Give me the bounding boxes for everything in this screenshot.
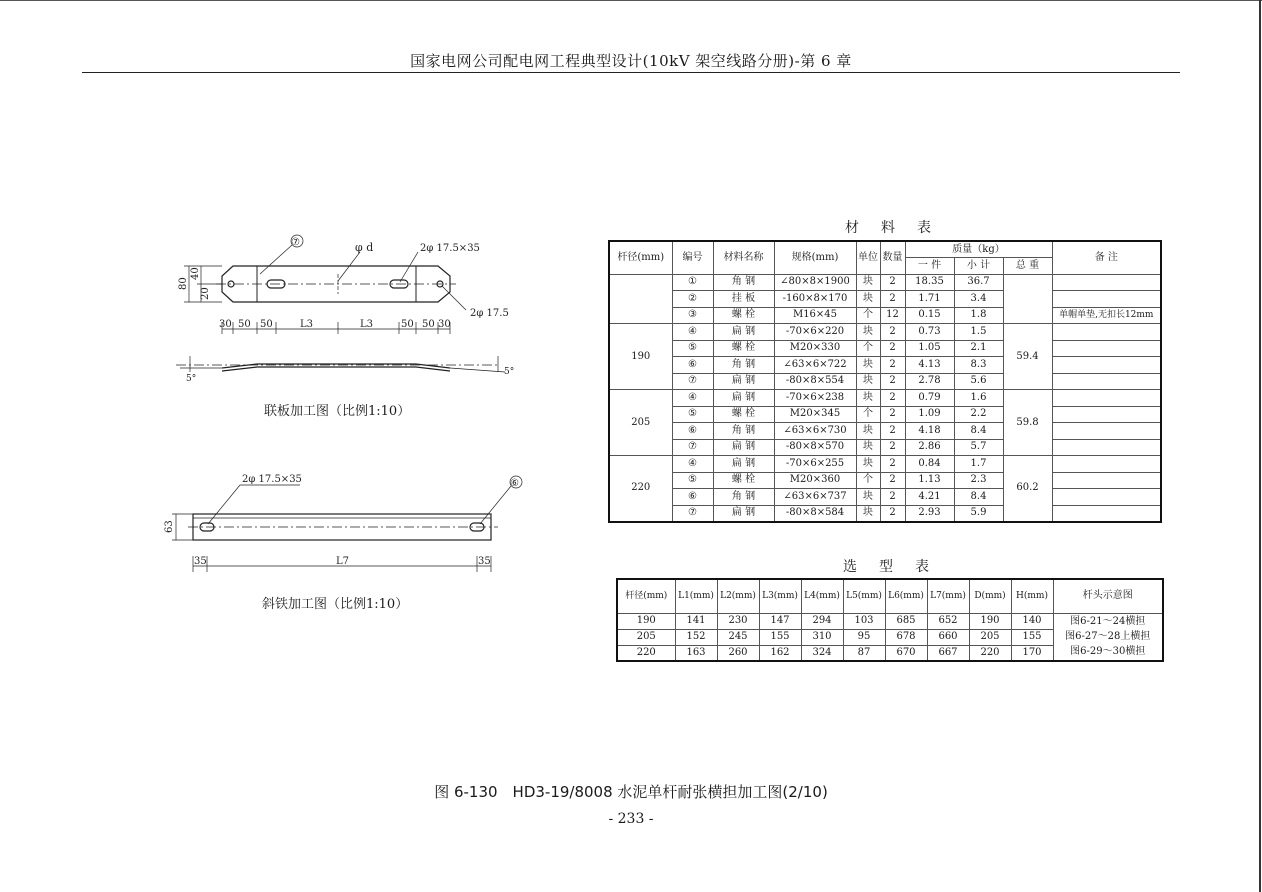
mat-cell-subtotal: 8.3 xyxy=(954,357,1003,374)
materials-row xyxy=(609,423,1161,440)
mat-header-remark: 备 注 xyxy=(1052,241,1161,274)
mat-cell-subtotal: 5.9 xyxy=(954,505,1003,522)
sel-cell: 170 xyxy=(1011,645,1053,661)
sel-cell: 190 xyxy=(969,613,1011,629)
mat-cell-each: 4.21 xyxy=(905,489,954,506)
sel-header-cell: D(mm) xyxy=(969,579,1011,613)
sel-cell: 147 xyxy=(759,613,801,629)
mat-cell-each: 0.73 xyxy=(905,324,954,341)
sel-cell: 152 xyxy=(675,629,717,645)
mat-cell-remark-blank xyxy=(1052,423,1161,440)
lianban-chain-dim-line xyxy=(222,322,450,334)
sel-cell: 652 xyxy=(927,613,969,629)
mat-cell-name: 扁 钢 xyxy=(713,456,774,473)
mat-cell-name: 角 钢 xyxy=(713,423,774,440)
mat-cell-no: ⑦ xyxy=(672,373,713,390)
mat-header-each: 一 件 xyxy=(905,258,954,275)
mat-cell-unit: 个 xyxy=(856,307,880,324)
mat-cell-spec: M20×360 xyxy=(774,472,856,489)
mat-cell-spec: -80×8×584 xyxy=(774,505,856,522)
mat-cell-spec: -80×8×554 xyxy=(774,373,856,390)
lianban-dim-7: 50 xyxy=(422,319,435,330)
mat-cell-each: 1.13 xyxy=(905,472,954,489)
sel-cell: 220 xyxy=(617,645,675,661)
mat-header-qty: 数量 xyxy=(880,241,905,274)
mat-cell-remark: 单帽单垫,无扣长12mm xyxy=(1052,307,1161,324)
mat-cell-name: 挂 板 xyxy=(713,291,774,308)
mat-cell-subtotal: 36.7 xyxy=(954,274,1003,291)
mat-cell-spec: ∠80×8×1900 xyxy=(774,274,856,291)
sel-header-cell: L2(mm) xyxy=(717,579,759,613)
materials-row xyxy=(609,439,1161,456)
sel-cell: 260 xyxy=(717,645,759,661)
mat-cell-subtotal: 1.6 xyxy=(954,390,1003,407)
mat-cell-name: 扁 钢 xyxy=(713,373,774,390)
mat-cell-qty: 2 xyxy=(880,324,905,341)
sel-diagram-ref: 图6-27～28上横担 xyxy=(1065,631,1151,643)
mat-cell-qty: 2 xyxy=(880,456,905,473)
mat-cell-total: 59.8 xyxy=(1003,390,1052,456)
mat-cell-qty: 2 xyxy=(880,439,905,456)
mat-cell-no: ④ xyxy=(672,324,713,341)
sel-diagram-ref: 图6-29～30横担 xyxy=(1070,646,1146,658)
mat-cell-spec: ∠63×6×730 xyxy=(774,423,856,440)
mat-cell-qty: 2 xyxy=(880,406,905,423)
sel-cell: 140 xyxy=(1011,613,1053,629)
sel-cell: 95 xyxy=(843,629,885,645)
selection-table xyxy=(616,578,1164,662)
xietie-dim-height: 63 xyxy=(164,520,175,533)
sel-cell: 162 xyxy=(759,645,801,661)
mat-cell-qty: 2 xyxy=(880,423,905,440)
mat-cell-qty: 2 xyxy=(880,291,905,308)
mat-cell-total-blank xyxy=(1003,274,1052,324)
mat-cell-no: ⑤ xyxy=(672,472,713,489)
mat-cell-unit: 个 xyxy=(856,406,880,423)
xietie-caption: 斜铁加工图（比例1:10） xyxy=(262,597,409,612)
mat-cell-name: 扁 钢 xyxy=(713,390,774,407)
mat-cell-name: 扁 钢 xyxy=(713,324,774,341)
sel-cell: 310 xyxy=(801,629,843,645)
materials-table xyxy=(608,240,1162,523)
sel-cell: 155 xyxy=(1011,629,1053,645)
selection-row xyxy=(617,613,1163,629)
mat-header-spec: 规格(mm) xyxy=(774,241,856,274)
lianban-callout-part: ⑦ xyxy=(291,237,300,248)
mat-cell-subtotal: 3.4 xyxy=(954,291,1003,308)
mat-cell-subtotal: 1.5 xyxy=(954,324,1003,341)
mat-cell-remark-blank xyxy=(1052,373,1161,390)
mat-cell-unit: 块 xyxy=(856,390,880,407)
sel-cell: 205 xyxy=(969,629,1011,645)
sel-cell: 660 xyxy=(927,629,969,645)
sel-cell: 155 xyxy=(759,629,801,645)
mat-cell-no: ⑥ xyxy=(672,423,713,440)
lianban-dim-5: L3 xyxy=(360,319,374,330)
header-rule xyxy=(82,72,1180,73)
mat-cell-spec: -70×6×255 xyxy=(774,456,856,473)
sel-cell: 245 xyxy=(717,629,759,645)
mat-cell-unit: 块 xyxy=(856,439,880,456)
page-frame-top xyxy=(0,0,1262,1)
materials-row xyxy=(609,340,1161,357)
mat-cell-no: ⑥ xyxy=(672,357,713,374)
sel-cell: 678 xyxy=(885,629,927,645)
materials-table-body xyxy=(609,274,1161,522)
lianban-angle-left: 5° xyxy=(186,374,197,384)
mat-cell-remark-blank xyxy=(1052,406,1161,423)
mat-cell-each: 2.86 xyxy=(905,439,954,456)
mat-cell-each: 1.71 xyxy=(905,291,954,308)
sel-cell: 670 xyxy=(885,645,927,661)
materials-row xyxy=(609,472,1161,489)
mat-cell-pole: 205 xyxy=(609,390,672,456)
selection-table-body xyxy=(617,613,1163,661)
mat-cell-no: ③ xyxy=(672,307,713,324)
lianban-dim-height-half: 40 xyxy=(190,267,201,280)
materials-row xyxy=(609,505,1161,522)
sel-cell: 87 xyxy=(843,645,885,661)
mat-cell-no: ④ xyxy=(672,390,713,407)
lianban-caption: 联板加工图（比例1:10） xyxy=(264,404,411,419)
xietie-dim-right: 35 xyxy=(478,556,491,567)
mat-cell-each: 2.78 xyxy=(905,373,954,390)
lianban-angle-right: 5° xyxy=(504,367,515,377)
lianban-dim-1: 30 xyxy=(219,319,232,330)
mat-cell-each: 2.93 xyxy=(905,505,954,522)
mat-cell-total: 59.4 xyxy=(1003,324,1052,390)
sel-cell: 230 xyxy=(717,613,759,629)
sel-cell: 685 xyxy=(885,613,927,629)
mat-cell-name: 角 钢 xyxy=(713,357,774,374)
mat-cell-subtotal: 2.3 xyxy=(954,472,1003,489)
mat-header-pole-dia: 杆径(mm) xyxy=(609,241,672,274)
lianban-dim-8: 30 xyxy=(438,319,451,330)
mat-cell-no: ① xyxy=(672,274,713,291)
mat-cell-subtotal: 5.6 xyxy=(954,373,1003,390)
mat-header-unit: 单位 xyxy=(856,241,880,274)
mat-cell-qty: 2 xyxy=(880,472,905,489)
materials-row xyxy=(609,373,1161,390)
mat-cell-remark-blank xyxy=(1052,357,1161,374)
mat-cell-no: ⑦ xyxy=(672,439,713,456)
sel-cell: 205 xyxy=(617,629,675,645)
materials-row xyxy=(609,357,1161,374)
mat-cell-qty: 2 xyxy=(880,340,905,357)
mat-cell-each: 0.79 xyxy=(905,390,954,407)
mat-cell-spec: -160×8×170 xyxy=(774,291,856,308)
selection-table-title: 选型表 xyxy=(843,559,951,575)
mat-cell-qty: 2 xyxy=(880,373,905,390)
mat-cell-qty: 2 xyxy=(880,357,905,374)
mat-cell-name: 螺 栓 xyxy=(713,340,774,357)
mat-cell-name: 扁 钢 xyxy=(713,439,774,456)
mat-cell-no: ⑥ xyxy=(672,489,713,506)
mat-cell-each: 0.15 xyxy=(905,307,954,324)
mat-cell-spec: M20×330 xyxy=(774,340,856,357)
sel-cell: 324 xyxy=(801,645,843,661)
lianban-dim-3: 50 xyxy=(260,319,273,330)
materials-row xyxy=(609,489,1161,506)
materials-table-title: 材料表 xyxy=(845,220,953,236)
mat-cell-spec: ∠63×6×722 xyxy=(774,357,856,374)
mat-cell-unit: 个 xyxy=(856,340,880,357)
mat-cell-unit: 块 xyxy=(856,505,880,522)
mat-cell-subtotal: 8.4 xyxy=(954,423,1003,440)
mat-cell-no: ⑦ xyxy=(672,505,713,522)
xietie-callout-slot: 2φ 17.5×35 xyxy=(242,474,302,485)
mat-cell-subtotal: 5.7 xyxy=(954,439,1003,456)
sel-cell: 163 xyxy=(675,645,717,661)
mat-cell-total: 60.2 xyxy=(1003,456,1052,522)
sel-header-cell: L5(mm) xyxy=(843,579,885,613)
sel-header-cell: L3(mm) xyxy=(759,579,801,613)
sel-diagram-ref: 图6-21～24横担 xyxy=(1070,616,1146,628)
materials-row xyxy=(609,274,1161,291)
mat-cell-remark-blank xyxy=(1052,324,1161,341)
mat-cell-name: 螺 栓 xyxy=(713,307,774,324)
sel-header-cell: L1(mm) xyxy=(675,579,717,613)
mat-cell-spec: -80×8×570 xyxy=(774,439,856,456)
materials-row xyxy=(609,307,1161,324)
mat-cell-qty: 12 xyxy=(880,307,905,324)
sel-cell: 667 xyxy=(927,645,969,661)
mat-cell-qty: 2 xyxy=(880,505,905,522)
mat-cell-unit: 块 xyxy=(856,489,880,506)
sel-header-cell: 杆径(mm) xyxy=(617,579,675,613)
sel-cell: 190 xyxy=(617,613,675,629)
mat-cell-remark-blank xyxy=(1052,472,1161,489)
figure-caption: 图 6-130 HD3-19/8008 水泥单杆耐张横担加工图(2/10) xyxy=(434,783,828,801)
mat-cell-each: 18.35 xyxy=(905,274,954,291)
mat-cell-unit: 块 xyxy=(856,423,880,440)
mat-cell-name: 螺 栓 xyxy=(713,472,774,489)
mat-cell-no: ④ xyxy=(672,456,713,473)
mat-cell-remark-blank xyxy=(1052,456,1161,473)
xietie-dim-mid: L7 xyxy=(336,556,350,567)
mat-cell-pole-blank xyxy=(609,274,672,324)
mat-cell-spec: M16×45 xyxy=(774,307,856,324)
mat-cell-spec: M20×345 xyxy=(774,406,856,423)
mat-cell-remark-blank xyxy=(1052,489,1161,506)
mat-cell-qty: 2 xyxy=(880,274,905,291)
lianban-dim-height-offset: 20 xyxy=(200,287,211,300)
mat-cell-pole: 190 xyxy=(609,324,672,390)
materials-row xyxy=(609,390,1161,407)
sel-header-cell: 杆头示意图 xyxy=(1053,579,1163,613)
mat-cell-each: 1.09 xyxy=(905,406,954,423)
mat-cell-each: 4.18 xyxy=(905,423,954,440)
materials-row xyxy=(609,291,1161,308)
materials-row xyxy=(609,324,1161,341)
mat-cell-each: 1.05 xyxy=(905,340,954,357)
mat-cell-remark xyxy=(1052,291,1161,308)
mat-cell-qty: 2 xyxy=(880,390,905,407)
lianban-callout-hole-d: φ d xyxy=(355,241,374,254)
mat-cell-remark-blank xyxy=(1052,505,1161,522)
lianban-dim-4: L3 xyxy=(300,319,314,330)
selection-table-header xyxy=(617,579,1163,613)
mat-cell-subtotal: 1.7 xyxy=(954,456,1003,473)
mat-header-subtotal: 小 计 xyxy=(954,258,1003,275)
mat-cell-subtotal: 8.4 xyxy=(954,489,1003,506)
sel-cell: 220 xyxy=(969,645,1011,661)
mat-cell-spec: ∠63×6×737 xyxy=(774,489,856,506)
mat-cell-remark-blank xyxy=(1052,439,1161,456)
mat-cell-each: 0.84 xyxy=(905,456,954,473)
mat-cell-spec: -70×6×220 xyxy=(774,324,856,341)
mat-cell-unit: 块 xyxy=(856,357,880,374)
mat-cell-subtotal: 1.8 xyxy=(954,307,1003,324)
page-header-title: 国家电网公司配电网工程典型设计(10kV 架空线路分册)-第 6 章 xyxy=(410,52,852,70)
sel-cell: 141 xyxy=(675,613,717,629)
mat-cell-name: 扁 钢 xyxy=(713,505,774,522)
mat-cell-remark-blank xyxy=(1052,390,1161,407)
mat-cell-qty: 2 xyxy=(880,489,905,506)
mat-cell-unit: 个 xyxy=(856,472,880,489)
mat-cell-no: ⑤ xyxy=(672,340,713,357)
xietie-dim-left: 35 xyxy=(194,556,207,567)
page-number: - 233 - xyxy=(608,811,654,827)
mat-header-no: 编号 xyxy=(672,241,713,274)
mat-cell-unit: 块 xyxy=(856,291,880,308)
mat-cell-spec: -70×6×238 xyxy=(774,390,856,407)
mat-cell-name: 角 钢 xyxy=(713,274,774,291)
mat-cell-unit: 块 xyxy=(856,274,880,291)
mat-header-mass: 质量（kg） xyxy=(905,241,1052,258)
page-frame-right xyxy=(1259,0,1261,892)
mat-cell-each: 4.13 xyxy=(905,357,954,374)
mat-cell-subtotal: 2.2 xyxy=(954,406,1003,423)
mat-cell-remark xyxy=(1052,274,1161,291)
mat-cell-name: 螺 栓 xyxy=(713,406,774,423)
lianban-dim-height-total: 80 xyxy=(178,277,189,290)
materials-row xyxy=(609,406,1161,423)
mat-cell-no: ⑤ xyxy=(672,406,713,423)
sel-header-cell: H(mm) xyxy=(1011,579,1053,613)
materials-row xyxy=(609,456,1161,473)
mat-cell-pole: 220 xyxy=(609,456,672,522)
lianban-callout-slot: 2φ 17.5×35 xyxy=(420,243,480,254)
mat-cell-remark-blank xyxy=(1052,340,1161,357)
mat-cell-no: ② xyxy=(672,291,713,308)
mat-cell-subtotal: 2.1 xyxy=(954,340,1003,357)
sel-header-cell: L4(mm) xyxy=(801,579,843,613)
lianban-dim-6: 50 xyxy=(401,319,414,330)
sel-cell: 294 xyxy=(801,613,843,629)
mat-cell-name: 角 钢 xyxy=(713,489,774,506)
mat-cell-unit: 块 xyxy=(856,373,880,390)
mat-header-name: 材料名称 xyxy=(713,241,774,274)
xietie-callout-part: ⑥ xyxy=(510,478,519,489)
sel-cell: 103 xyxy=(843,613,885,629)
sel-header-cell: L7(mm) xyxy=(927,579,969,613)
lianban-callout-hole: 2φ 17.5 xyxy=(470,308,509,319)
mat-header-total: 总 重 xyxy=(1003,258,1052,275)
mat-cell-unit: 块 xyxy=(856,456,880,473)
sel-header-cell: L6(mm) xyxy=(885,579,927,613)
sel-diagram-refs xyxy=(1053,613,1163,661)
mat-cell-unit: 块 xyxy=(856,324,880,341)
lianban-dim-2: 50 xyxy=(238,319,251,330)
